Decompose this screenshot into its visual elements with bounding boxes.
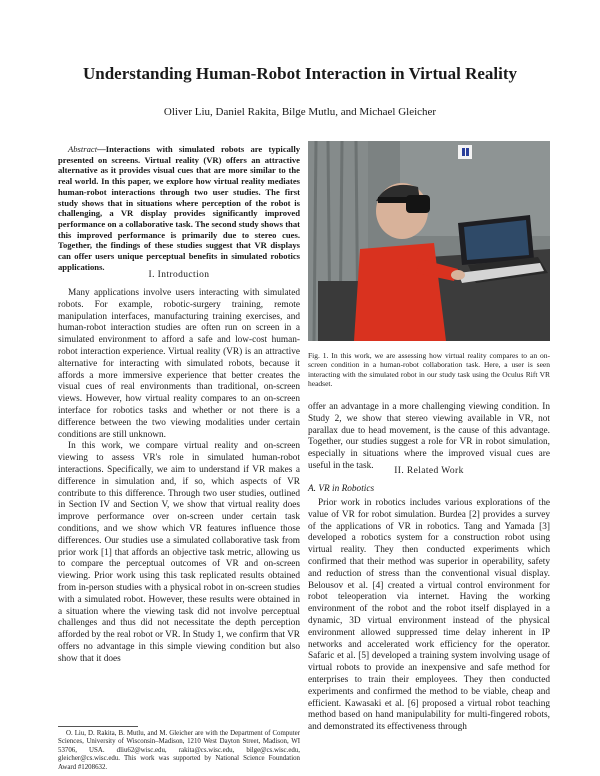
- footnote: O. Liu, D. Rakita, B. Mutlu, and M. Gleicher are with the Department of Computer Sciences, University of Wisconsin–Madison, 1210 West Dayton Street, Madison, WI 53706, USA. dliu62@wisc.edu, rakita@cs.wisc.edu, bilge@cs.wisc.edu, gleicher@cs.wisc.edu. This work was supported by National Science Foundation Award #1208632.: [58, 730, 300, 771]
- intro-column: [58, 288, 300, 666]
- paper-title: Understanding Human-Robot Interaction in Virtual Reality: [83, 64, 517, 83]
- related-work-column: [308, 498, 550, 734]
- figure-1-photo: [308, 141, 550, 341]
- right-column-continuation: [308, 402, 550, 473]
- vr-user-photo-illustration: [308, 141, 550, 341]
- intro-continuation-paragraph: offer an advantage in a more challenging viewing condition. In Study 2, we show that stereo viewing available in VR, not parallax due to head movement, is the cause of this advantage. Together, our studies suggest a role for VR in robot simulation, especially in situations where the improved visual cues are useful in the task.: [308, 402, 550, 471]
- figure-1-caption: Fig. 1. In this work, we are assessing how virtual reality compares to an on-screen condition in a human-robot collaboration task. Here, a user is seen interacting with the simulated robot in our study task using the Oculus Rift VR headset.: [308, 351, 550, 388]
- abstract-label: Abstract: [68, 144, 98, 154]
- intro-paragraph-2: In this work, we compare virtual reality and on-screen viewing to assess VR's role in simulated human-robot interactions. Specifically, we aim to understand if VR makes a difference in simulation and, if so, which aspects of VR contribute to this difference. Through two user studies, outlined in Section IV and Section V, we show that virtual reality does improve performance over on-screen under certain task conditions, and we show which VR features influence those differences. Our studies use a simulated collaborative task from prior work [1] that affords an objective task metric, allowing us to compare the perceptual outcomes of VR and on-screen viewing. Prior work using this task replicated results obtained from in-person studies with a physical robot in on-screen studies with a simulated robot. However, these results were obtained in a situation where the viewing task did not involve perceptual challenges and thus did not necessitate the depth perception afforded by the real robot or VR. In Study 1, we confirm that VR offers no advantage in this simple viewing condition but also show that it does: [58, 441, 300, 664]
- section-heading-related-work: II. Related Work: [394, 466, 464, 476]
- section-heading-introduction: I. Introduction: [148, 270, 210, 280]
- intro-paragraph-1: Many applications involve users interacting with simulated robots. For example, robotic-surgery training, remote manipulation interfaces, manufacturing training exercises, and human-robot interaction studies are often run on screen in a simulated environment to afford a safe and low-cost human-robot interaction experience. Virtual reality (VR) is an attractive alternative for interacting with simulated robots, because it affords a more immersive experience that better creates the visual cues of real environments than traditional, on-screen views. However, how virtual reality compares to an on-screen interface for robotics tasks and whether or not there is a difference between the two viewing modalities under certain conditions are still unknown.: [58, 288, 300, 440]
- abstract-text: —Interactions with simulated robots are typically presented on screens. Virtual reality (VR) offers an attractive alternative as it provides visual cues that are more similar to the real world. In this paper, we explore how virtual reality mediates human-robot interactions through two user studies. The first study shows that in situations where perception of the robot is challenging, a VR display provides significantly improved performance on a collaborative task. The second study shows that this improved performance is primarily due to stereo cues. Together, the findings of these studies suggest that VR displays can offer users unique perceptual benefits in simulated robotics applications.: [58, 144, 300, 272]
- subsection-heading-vr-in-robotics: A. VR in Robotics: [308, 484, 375, 494]
- paper-authors: Oliver Liu, Daniel Rakita, Bilge Mutlu, and Michael Gleicher: [163, 106, 437, 118]
- related-work-paragraph-1: Prior work in robotics includes various explorations of the value of VR for robot simulation. Burdea [2] provides a survey of the applications of VR in robotics. Tang and Yamada [3] developed a robotics system for a construction robot using virtual reality. They then conducted experiments which confirmed that their method was superior in operability, safety and reduction of stress than the conventional visual display. Belousov et al. [4] created a virtual control environment for robot teleoperation via internet. Having the working environment of the robot and the robot itself displayed in a dynamic, 3D virtual environment instead of the physical environment allowed suppressed time delay inherent in IP networks and accelerated work efficiency for the operator. Safaric et al. [5] developed a training system involving usage of virtual robots to provide an inexpensive and safe method for enterprises to train their employees. They then conducted experiments and confirmed the method to be viable, cheap and efficient. Kawasaki et al. [6] proposed a virtual robot teaching method based on hand manipulability for multi-fingered robots, and demonstrated its effectiveness through: [308, 498, 550, 733]
- abstract: [58, 144, 300, 272]
- footnote-rule: [58, 726, 138, 727]
